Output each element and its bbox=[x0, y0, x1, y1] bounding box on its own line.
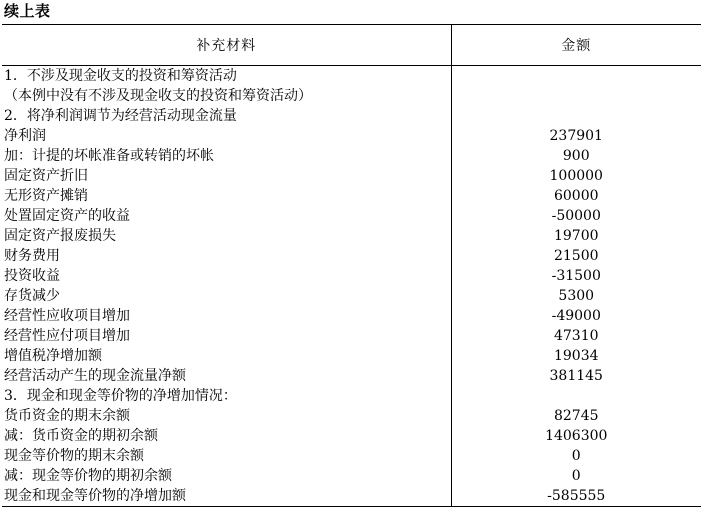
table-body bbox=[2, 66, 701, 507]
table-row bbox=[2, 466, 701, 486]
row-item-label: 净利润 bbox=[2, 126, 451, 146]
row-item-label: 现金和现金等价物的净增加额 bbox=[2, 486, 451, 507]
row-item-label: 减：现金等价物的期初余额 bbox=[2, 466, 451, 486]
page-title: 续上表 bbox=[4, 2, 51, 20]
table-row bbox=[2, 366, 701, 386]
row-item-label: 经营性应收项目增加 bbox=[2, 306, 451, 326]
table-row bbox=[2, 86, 701, 106]
row-amount: 381145 bbox=[549, 368, 603, 384]
row-amount: -585555 bbox=[451, 486, 701, 507]
row-item-label: 经营活动产生的现金流量净额 bbox=[2, 366, 451, 386]
row-amount: 82745 bbox=[553, 408, 599, 424]
row-item-label: 财务费用 bbox=[2, 246, 451, 266]
row-item-label: 增值税净增加额 bbox=[2, 346, 451, 366]
row-amount: 21500 bbox=[553, 248, 599, 264]
row-item-label: 处置固定资产的收益 bbox=[2, 206, 451, 226]
row-item-label: 无形资产摊销 bbox=[2, 186, 451, 206]
header-item: 补充材料 bbox=[2, 25, 451, 66]
row-amount: 5300 bbox=[558, 288, 595, 304]
row-amount bbox=[451, 386, 701, 406]
table-row bbox=[2, 386, 701, 406]
row-amount: 19700 bbox=[553, 228, 599, 244]
table-row bbox=[2, 186, 701, 206]
table-row bbox=[2, 246, 701, 266]
row-item-label: 投资收益 bbox=[2, 266, 451, 286]
table-row bbox=[2, 326, 701, 346]
row-amount: 100000 bbox=[549, 168, 603, 184]
table-row bbox=[2, 406, 701, 426]
row-amount: -31500 bbox=[551, 268, 601, 284]
row-item-label: 存货减少 bbox=[2, 286, 451, 306]
row-amount: -49000 bbox=[551, 308, 601, 324]
table-row bbox=[2, 306, 701, 326]
row-item-label: （本例中没有不涉及现金收支的投资和筹资活动） bbox=[2, 86, 451, 106]
row-amount: 1406300 bbox=[545, 428, 608, 444]
table-row bbox=[2, 226, 701, 246]
table-row bbox=[2, 486, 701, 507]
table-row bbox=[2, 66, 701, 87]
row-item-label: 固定资产报废损失 bbox=[2, 226, 451, 246]
table-row bbox=[2, 166, 701, 186]
row-amount bbox=[451, 66, 701, 87]
row-amount: 0 bbox=[571, 448, 581, 464]
row-amount: -50000 bbox=[551, 208, 601, 224]
table-row bbox=[2, 286, 701, 306]
row-item-label: 固定资产折旧 bbox=[2, 166, 451, 186]
row-item-label: 经营性应付项目增加 bbox=[2, 326, 451, 346]
row-item-label: 3．现金和现金等价物的净增加情况： bbox=[2, 386, 451, 406]
row-item-label: 货币资金的期末余额 bbox=[2, 406, 451, 426]
table-row bbox=[2, 346, 701, 366]
row-amount: 0 bbox=[571, 468, 581, 484]
header-amount: 金额 bbox=[451, 25, 701, 66]
row-amount: 237901 bbox=[549, 128, 603, 144]
row-amount: 47310 bbox=[553, 328, 599, 344]
table-row bbox=[2, 126, 701, 146]
table-row bbox=[2, 446, 701, 466]
supplementary-table-container bbox=[2, 24, 701, 510]
table-row bbox=[2, 146, 701, 166]
table-row bbox=[2, 426, 701, 446]
row-item-label: 加：计提的坏帐准备或转销的坏帐 bbox=[2, 146, 451, 166]
table-row bbox=[2, 106, 701, 126]
row-item-label: 减：货币资金的期初余额 bbox=[2, 426, 451, 446]
row-amount: 60000 bbox=[553, 188, 599, 204]
table-row bbox=[2, 266, 701, 286]
table-row bbox=[2, 206, 701, 226]
row-amount bbox=[451, 106, 701, 126]
row-item-label: 现金等价物的期末余额 bbox=[2, 446, 451, 466]
row-amount: 19034 bbox=[553, 348, 599, 364]
table-header-row bbox=[2, 25, 701, 66]
row-amount: 900 bbox=[562, 148, 590, 164]
row-amount bbox=[451, 86, 701, 106]
supplementary-table bbox=[2, 24, 701, 507]
row-item-label: 1．不涉及现金收支的投资和筹资活动 bbox=[2, 66, 451, 87]
row-item-label: 2．将净利润调节为经营活动现金流量 bbox=[2, 106, 451, 126]
